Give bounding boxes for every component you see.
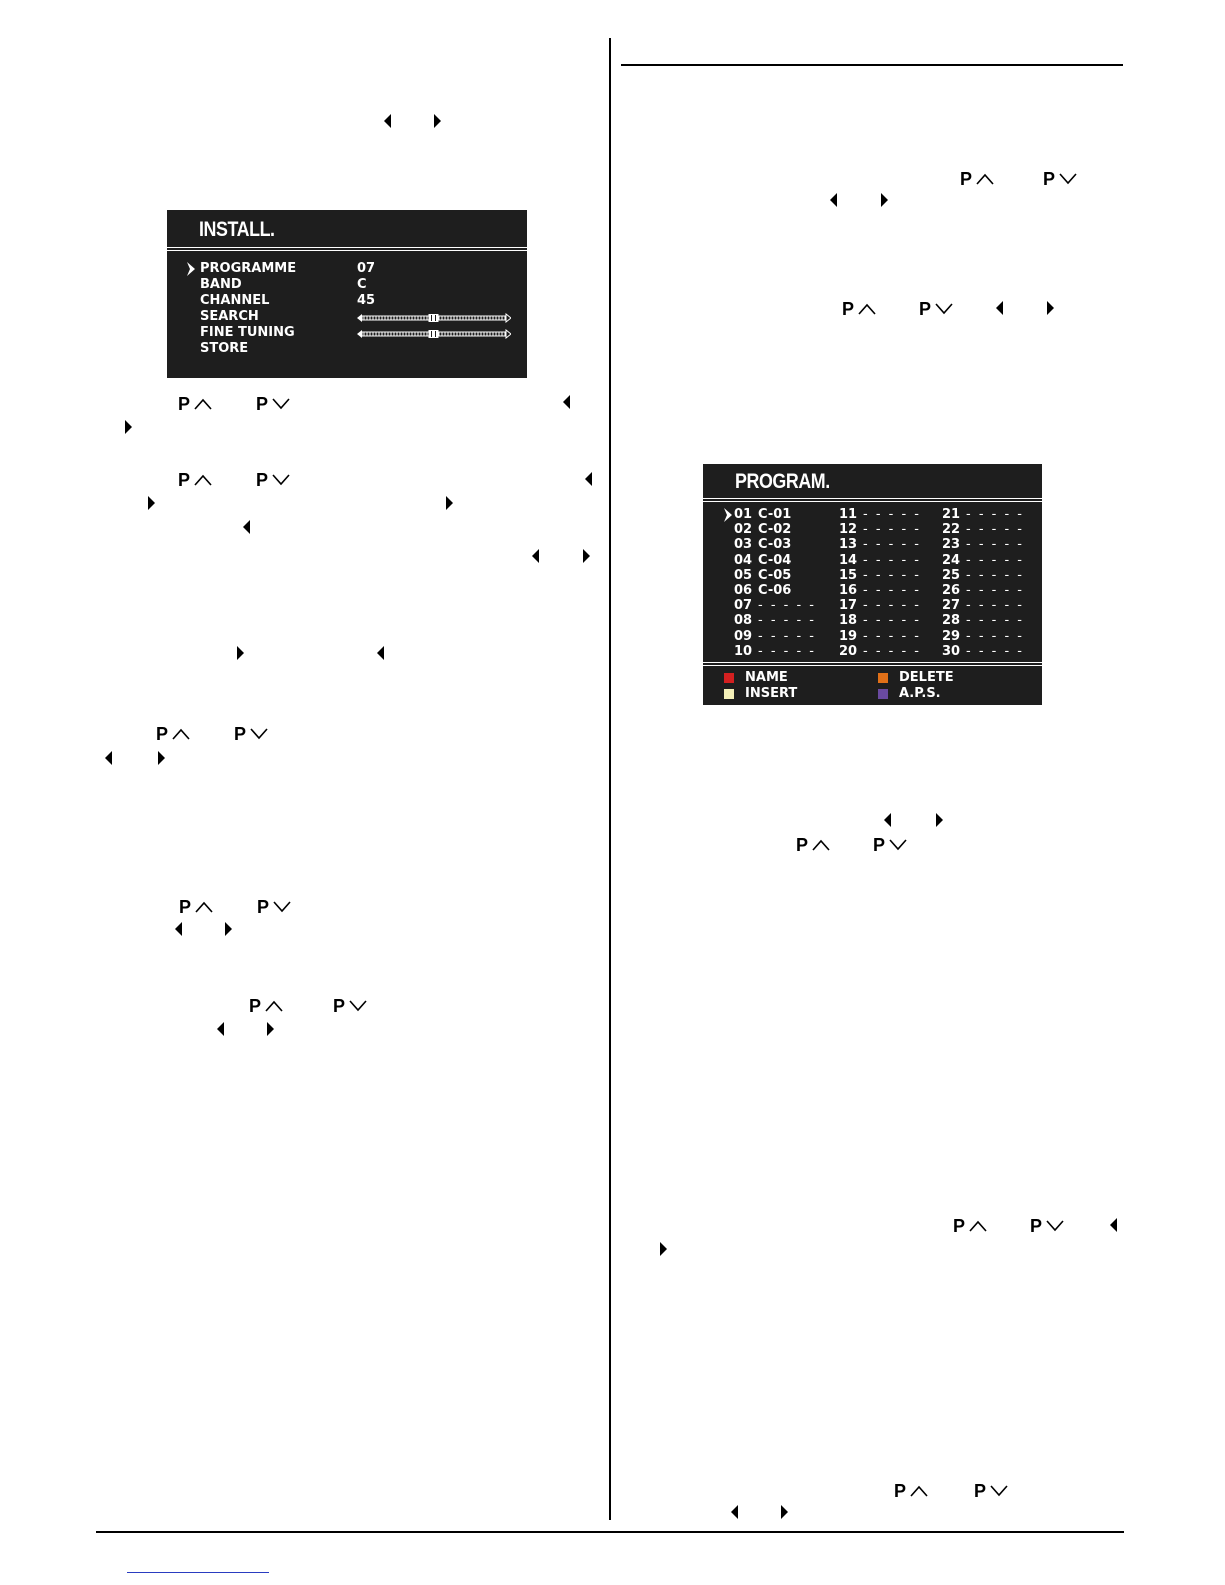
program-number: 19 xyxy=(839,628,858,644)
install-row-label: FINE TUNING xyxy=(200,325,295,340)
program-number: 07 xyxy=(734,598,753,614)
left-arrow-icon xyxy=(384,114,391,128)
p-up-button-icon: P xyxy=(842,298,877,320)
left-arrow-icon xyxy=(884,813,891,827)
install-row-label: STORE xyxy=(200,341,249,356)
p-down-button-icon: P xyxy=(873,834,908,856)
left-arrow-icon xyxy=(105,751,112,765)
program-name: - - - - - xyxy=(966,583,1024,598)
right-arrow-icon xyxy=(267,1022,274,1036)
purple-key-swatch xyxy=(878,689,888,699)
right-arrow-icon xyxy=(434,114,441,128)
left-arrow-icon xyxy=(175,922,182,936)
install-menu-divider xyxy=(167,247,527,248)
program-name: - - - - - xyxy=(758,598,816,614)
program-number: 26 xyxy=(942,583,961,598)
p-down-button-icon: P xyxy=(1043,168,1078,190)
right-arrow-icon xyxy=(225,922,232,936)
program-table-divider xyxy=(703,665,1042,666)
legend-insert-label: INSERT xyxy=(745,686,798,701)
left-arrow-icon xyxy=(996,301,1003,315)
program-name: - - - - - xyxy=(863,552,921,568)
install-menu-screen xyxy=(167,210,527,378)
left-arrow-icon xyxy=(1110,1218,1117,1232)
program-number: 10 xyxy=(734,643,753,659)
p-up-button-icon: P xyxy=(178,393,213,415)
program-table-divider xyxy=(703,498,1042,499)
left-arrow-icon xyxy=(731,1505,738,1519)
p-up-button-icon: P xyxy=(156,723,191,745)
program-table-title: PROGRAM. xyxy=(735,470,830,493)
program-number: 01 xyxy=(734,507,753,522)
program-name: - - - - - xyxy=(863,628,921,644)
left-arrow-icon xyxy=(585,472,592,486)
p-down-button-icon: P xyxy=(974,1480,1009,1502)
program-number: 12 xyxy=(839,522,858,538)
right-arrow-icon xyxy=(158,751,165,765)
p-down-button-icon: P xyxy=(256,393,291,415)
install-row-label: CHANNEL xyxy=(200,293,270,308)
footer-link-underline xyxy=(127,1572,269,1573)
yellow-key-swatch xyxy=(724,689,734,699)
install-row-label: BAND xyxy=(200,277,242,292)
legend-delete-label: DELETE xyxy=(899,670,954,685)
p-down-button-icon: P xyxy=(234,723,269,745)
footer-rule xyxy=(96,1531,1124,1533)
install-row-value: 45 xyxy=(357,293,376,308)
program-name: - - - - - xyxy=(966,522,1024,538)
p-down-button-icon: P xyxy=(919,298,954,320)
install-menu-divider xyxy=(167,250,527,251)
program-number: 06 xyxy=(734,583,753,598)
program-number: 27 xyxy=(942,598,961,614)
program-name: - - - - - xyxy=(966,628,1024,644)
program-name: - - - - - xyxy=(863,522,921,538)
program-name: - - - - - xyxy=(966,507,1024,522)
p-up-button-icon: P xyxy=(249,995,284,1017)
right-arrow-icon xyxy=(125,420,132,434)
program-name: C-04 xyxy=(758,552,792,568)
right-arrow-icon xyxy=(660,1242,667,1256)
program-name: C-01 xyxy=(758,507,792,522)
install-row-label: SEARCH xyxy=(200,309,259,324)
slider-left-cap xyxy=(357,314,362,322)
left-arrow-icon xyxy=(243,520,250,534)
right-arrow-icon xyxy=(1047,301,1054,315)
p-down-button-icon: P xyxy=(1030,1215,1065,1237)
right-arrow-icon xyxy=(583,549,590,563)
legend-aps-label: A.P.S. xyxy=(899,686,941,701)
program-name: C-02 xyxy=(758,522,792,538)
program-number: 24 xyxy=(942,552,961,568)
right-arrow-icon xyxy=(237,646,244,660)
program-name: - - - - - xyxy=(863,583,921,598)
selection-pointer-icon xyxy=(185,261,197,277)
search-slider xyxy=(357,313,511,323)
program-number: 25 xyxy=(942,567,961,583)
program-name: - - - - - xyxy=(966,537,1024,553)
slider-right-cap xyxy=(506,330,511,338)
left-arrow-icon xyxy=(377,646,384,660)
program-name: - - - - - xyxy=(758,643,816,659)
program-name: - - - - - xyxy=(966,567,1024,583)
right-arrow-icon xyxy=(936,813,943,827)
program-table-screen xyxy=(703,464,1042,705)
p-down-button-icon: P xyxy=(257,896,292,918)
left-arrow-icon xyxy=(217,1022,224,1036)
slider-right-cap xyxy=(506,314,511,322)
right-arrow-icon xyxy=(781,1505,788,1519)
program-name: C-03 xyxy=(758,537,792,553)
program-number: 14 xyxy=(839,552,858,568)
program-table-divider xyxy=(703,501,1042,502)
program-number: 11 xyxy=(839,507,858,522)
p-down-button-icon: P xyxy=(333,995,368,1017)
section-rule xyxy=(621,64,1123,66)
column-divider xyxy=(609,38,611,1520)
right-arrow-icon xyxy=(881,193,888,207)
program-number: 21 xyxy=(942,507,961,522)
program-name: - - - - - xyxy=(758,613,816,629)
program-number: 30 xyxy=(942,643,961,659)
slider-knob xyxy=(429,314,439,322)
program-number: 18 xyxy=(839,613,858,629)
p-up-button-icon: P xyxy=(960,168,995,190)
slider-knob xyxy=(429,330,439,338)
program-number: 17 xyxy=(839,598,858,614)
program-name: - - - - - xyxy=(966,598,1024,614)
program-number: 23 xyxy=(942,537,961,553)
program-name: - - - - - xyxy=(863,643,921,659)
p-up-button-icon: P xyxy=(953,1215,988,1237)
program-number: 08 xyxy=(734,613,753,629)
right-arrow-icon xyxy=(148,496,155,510)
program-name: - - - - - xyxy=(758,628,816,644)
program-name: - - - - - xyxy=(863,598,921,614)
program-name: - - - - - xyxy=(863,567,921,583)
program-name: - - - - - xyxy=(966,643,1024,659)
left-arrow-icon xyxy=(532,549,539,563)
install-row-value: C xyxy=(357,277,367,292)
program-number: 09 xyxy=(734,628,753,644)
legend-name-label: NAME xyxy=(745,670,788,685)
program-table-divider xyxy=(703,662,1042,663)
left-arrow-icon xyxy=(830,193,837,207)
program-name: - - - - - xyxy=(863,537,921,553)
fine-tuning-slider xyxy=(357,329,511,339)
p-up-button-icon: P xyxy=(179,896,214,918)
program-number: 16 xyxy=(839,583,858,598)
p-down-button-icon: P xyxy=(256,469,291,491)
install-row-label: PROGRAMME xyxy=(200,261,297,276)
program-number: 28 xyxy=(942,613,961,629)
program-number: 04 xyxy=(734,552,753,568)
right-arrow-icon xyxy=(446,496,453,510)
program-number: 02 xyxy=(734,522,753,538)
program-number: 15 xyxy=(839,567,858,583)
orange-key-swatch xyxy=(878,673,888,683)
slider-left-cap xyxy=(357,330,362,338)
program-name: C-05 xyxy=(758,567,792,583)
install-row-value: 07 xyxy=(357,261,376,276)
program-name: C-06 xyxy=(758,583,792,598)
p-up-button-icon: P xyxy=(796,834,831,856)
program-number: 22 xyxy=(942,522,961,538)
program-number: 03 xyxy=(734,537,753,553)
program-name: - - - - - xyxy=(966,613,1024,629)
red-key-swatch xyxy=(724,673,734,683)
p-up-button-icon: P xyxy=(178,469,213,491)
program-name: - - - - - xyxy=(863,507,921,522)
program-number: 05 xyxy=(734,567,753,583)
program-name: - - - - - xyxy=(863,613,921,629)
left-arrow-icon xyxy=(563,395,570,409)
program-number: 29 xyxy=(942,628,961,644)
p-up-button-icon: P xyxy=(894,1480,929,1502)
program-name: - - - - - xyxy=(966,552,1024,568)
install-menu-title: INSTALL. xyxy=(199,218,275,241)
program-number: 20 xyxy=(839,643,858,659)
selection-pointer-icon xyxy=(722,507,734,523)
program-number: 13 xyxy=(839,537,858,553)
